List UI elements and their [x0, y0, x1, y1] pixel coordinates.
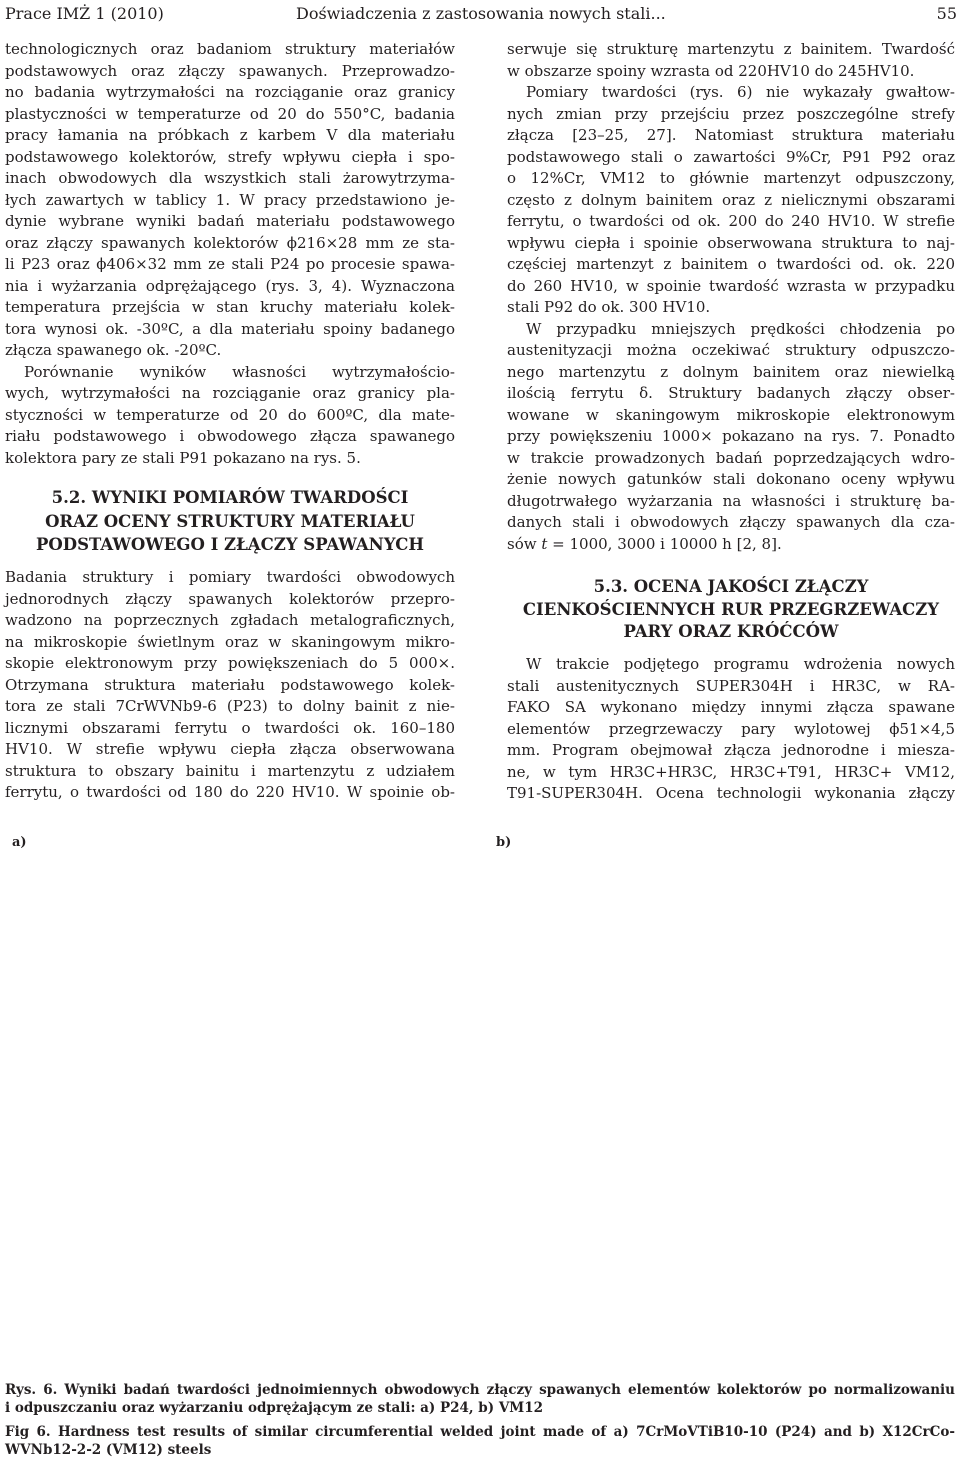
left-column: [5, 0, 455, 820]
text-line: technologicznych oraz badaniom struktury materiałów: [5, 40, 455, 58]
text-line: Porównanie wyników własności wytrzymałościo-: [24, 362, 455, 381]
paragraph: [507, 82, 955, 319]
text-line: W trakcie podjętego programu wdrożenia nowych: [526, 655, 955, 673]
page-number: 55: [936, 4, 957, 23]
section-heading: [507, 576, 955, 644]
paragraph: [507, 654, 955, 805]
text-line: w trakcie prowadzonych badań poprzedzających wdro-: [507, 448, 955, 467]
caption-line: i odpuszczaniu oraz wyżarzaniu odprężającym ze stali: a) P24, b) VM12: [5, 1400, 544, 1416]
text-line: stali P92 do ok. 300 HV10.: [507, 298, 711, 316]
text-block: [5, 39, 455, 469]
section-heading-line: PODSTAWOWEGO I ZŁĄCZY SPAWANYCH: [36, 535, 424, 554]
text-line: podstawowego kolektorów, strefy wpływu ciepła i spo-: [5, 147, 455, 166]
text-line: tora ze stali 7CrWVNb9-6 (P23) to dolny bainit z nie-: [5, 697, 455, 715]
text-line: Pomiary twardości (rys. 6) nie wykazały gwałtow-: [526, 83, 955, 101]
right-column: [507, 0, 955, 820]
text-line: serwuje się strukturę martenzytu z bainitem. Twardość: [507, 40, 955, 58]
section-heading-line: ORAZ OCENY STRUKTURY MATERIAŁU: [45, 511, 415, 531]
text-line: plastyczności w temperaturze od 20 do 550°C, badania: [5, 104, 455, 123]
text-line: dynie wybrane wyniki badań materiału podstawowego: [5, 212, 455, 230]
text-line: HV10. W strefie wpływu ciepła złącza obserwowana: [5, 740, 455, 758]
text-line: o 12%Cr, VM12 to głównie martenzyt odpuszczony,: [507, 169, 955, 187]
text-line: nych zmian przy przejściu przez poszczególne strefy: [507, 104, 955, 123]
paragraph: [5, 362, 455, 470]
text-line: podstawowego stali o zawartości 9%Cr, P91 P92 oraz: [507, 147, 955, 166]
text-line: przy powiększeniu 1000× pokazano na rys. 7. Ponadto: [507, 427, 955, 445]
text-line: nego martenzytu z dolnym bainitem oraz niewielką: [507, 362, 955, 381]
text-line: danych stali i obwodowych złączy spawanych dla cza-: [507, 513, 955, 531]
text-line: często z dolnym bainitem oraz z nielicznymi obszarami: [507, 190, 955, 209]
text-line: nia i wyżarzania odprężającego (rys. 3, 4). Wyznaczona: [5, 276, 455, 295]
figure-panel-b: [496, 860, 955, 1370]
section-heading-line: 5.3. OCENA JAKOŚCI ZŁĄCZY: [593, 577, 869, 596]
text-line: podstawowych oraz złączy spawanych. Przeprowadzo-: [5, 61, 455, 80]
text-line: li P23 oraz ϕ406×32 mm ze stali P24 po procesie spawa-: [5, 255, 455, 273]
text-line: skopie elektronowym przy powiększeniach do 5 000×.: [5, 654, 455, 672]
text-line: wpływu ciepła i spoinie obserwowana struktura to naj-: [507, 233, 955, 252]
figure-panel-b-label: b): [496, 835, 512, 850]
section-heading-line: CIENKOŚCIENNYCH RUR PRZEGRZEWACZY: [522, 599, 940, 619]
math-variable: t: [541, 534, 548, 553]
text-line: kolektora pary ze stali P91 pokazano na rys. 5.: [5, 448, 361, 467]
text-line: żenie nowych gatunków stali dokonano oceny wpływu: [507, 470, 955, 488]
text-block: [5, 567, 455, 804]
caption-line: Rys. 6. Wyniki badań twardości jednoimiennych obwodowych złączy spawanych elementów kolektorów po normalizowaniu: [5, 1382, 955, 1398]
text-line: wowane w skaningowym mikroskopie elektronowym: [507, 405, 955, 424]
text-line: tora wynosi ok. -30ºC, a dla materiału spoiny badanego: [5, 319, 455, 338]
text-line: łych zawartych w tablicy 1. W pracy przedstawiono je-: [5, 190, 455, 209]
text-line: złącza [23–25, 27]. Natomiast struktura materiału: [507, 126, 955, 144]
text-line: złącza spawanego ok. -20ºC.: [5, 341, 222, 359]
text-run: sów: [507, 534, 542, 553]
section-heading: [5, 486, 455, 557]
caption-line: Fig 6. Hardness test results of similar circumferential welded joint made of a) 7CrMoVTiB10-10 (P24) and b) X12CrCo-: [5, 1424, 955, 1440]
text-line: stali austenitycznych SUPER304H i HR3C, w RA-: [507, 676, 955, 695]
text-line: licznymi obszarami ferrytu o twardości ok. 160–180: [5, 718, 455, 737]
text-block: [507, 654, 955, 805]
text-line: ferrytu, o twardości od ok. 200 do 240 HV10. W strefie: [507, 212, 955, 230]
text-line: wych, wytrzymałości na rozciąganie oraz granicy pla-: [5, 384, 455, 402]
text-run: = 1000, 3000 i 10000 h [2, 8].: [547, 534, 782, 553]
section-heading-line: 5.2. WYNIKI POMIARÓW TWARDOŚCI: [51, 488, 409, 507]
section-heading-line: PARY ORAZ KRÓĆCÓW: [623, 622, 839, 641]
text-line: T91-SUPER304H. Ocena technologii wykonania złączy: [507, 784, 955, 802]
caption-line: WVNb12-2-2 (VM12) steels: [5, 1442, 212, 1458]
text-line: ferrytu, o twardości od 180 do 220 HV10. W spoinie ob-: [5, 783, 455, 801]
figure-panel-a-label: a): [12, 835, 27, 850]
figure-caption-polish: [5, 1381, 955, 1417]
text-line: riału podstawowego i obwodowego złącza spawanego: [5, 427, 455, 445]
figure-panel-a: [5, 860, 470, 1370]
running-title: Doświadczenia z zastosowania nowych stali...: [296, 4, 666, 23]
text-line: austenityzacji można oczekiwać struktury odpuszczo-: [507, 341, 955, 359]
text-line: Badania struktury i pomiary twardości obwodowych: [5, 568, 455, 586]
text-line: mm. Program obejmował złącza jednorodne i miesza-: [507, 741, 955, 759]
paragraph: [5, 39, 455, 362]
paragraph: [507, 39, 955, 82]
text-line: długotrwałego wyżarzania na własności i strukturę ba-: [507, 491, 955, 510]
text-line: struktura to obszary bainitu i martenzytu z udziałem: [5, 761, 455, 780]
text-line: do 260 HV10, w spoinie twardość wzrasta w przypadku: [507, 276, 955, 295]
text-block: [507, 39, 955, 555]
text-line: FAKO SA wykonano między innymi złącza spawane: [507, 698, 955, 716]
text-line: [507, 534, 955, 556]
figure-caption-english: [5, 1423, 955, 1459]
text-line: w obszarze spoiny wzrasta od 220HV10 do 245HV10.: [507, 61, 915, 80]
text-line: W przypadku mniejszych prędkości chłodzenia po: [526, 319, 955, 338]
paragraph: [5, 567, 455, 804]
text-line: styczności w temperaturze od 20 do 600ºC, dla mate-: [5, 405, 455, 424]
text-line: jednorodnych złączy spawanych kolektorów przepro-: [5, 589, 455, 608]
journal-issue: Prace IMŻ 1 (2010): [5, 4, 164, 23]
text-line: wadzono na poprzecznych zgładach metalograficznych,: [5, 611, 455, 629]
text-line: ne, w tym HR3C+HR3C, HR3C+T91, HR3C+ VM12,: [507, 762, 955, 781]
text-line: temperatura przejścia w stan kruchy materiału kolek-: [5, 298, 455, 316]
text-line: Otrzymana struktura materiału podstawowego kolek-: [5, 675, 455, 694]
text-line: elementów przegrzewaczy pary wylotowej ϕ51×4,5: [507, 719, 955, 738]
text-line: oraz złączy spawanych kolektorów ϕ216×28 mm ze sta-: [5, 233, 455, 252]
text-line: na mikroskopie świetlnym oraz w skaningowym mikro-: [5, 632, 455, 651]
paragraph: [507, 319, 955, 556]
text-line: częściej martenzyt z bainitem o twardości od. ok. 220: [507, 255, 955, 273]
text-line: inach obwodowych dla wszystkich stali żarowytrzyma-: [5, 169, 455, 187]
text-line: ilością ferrytu δ. Struktury badanych złączy obser-: [507, 384, 955, 402]
text-line: no badania wytrzymałości na rozciąganie oraz granicy: [5, 83, 455, 101]
text-line: pracy łamania na próbkach z karbem V dla materiału: [5, 126, 455, 144]
